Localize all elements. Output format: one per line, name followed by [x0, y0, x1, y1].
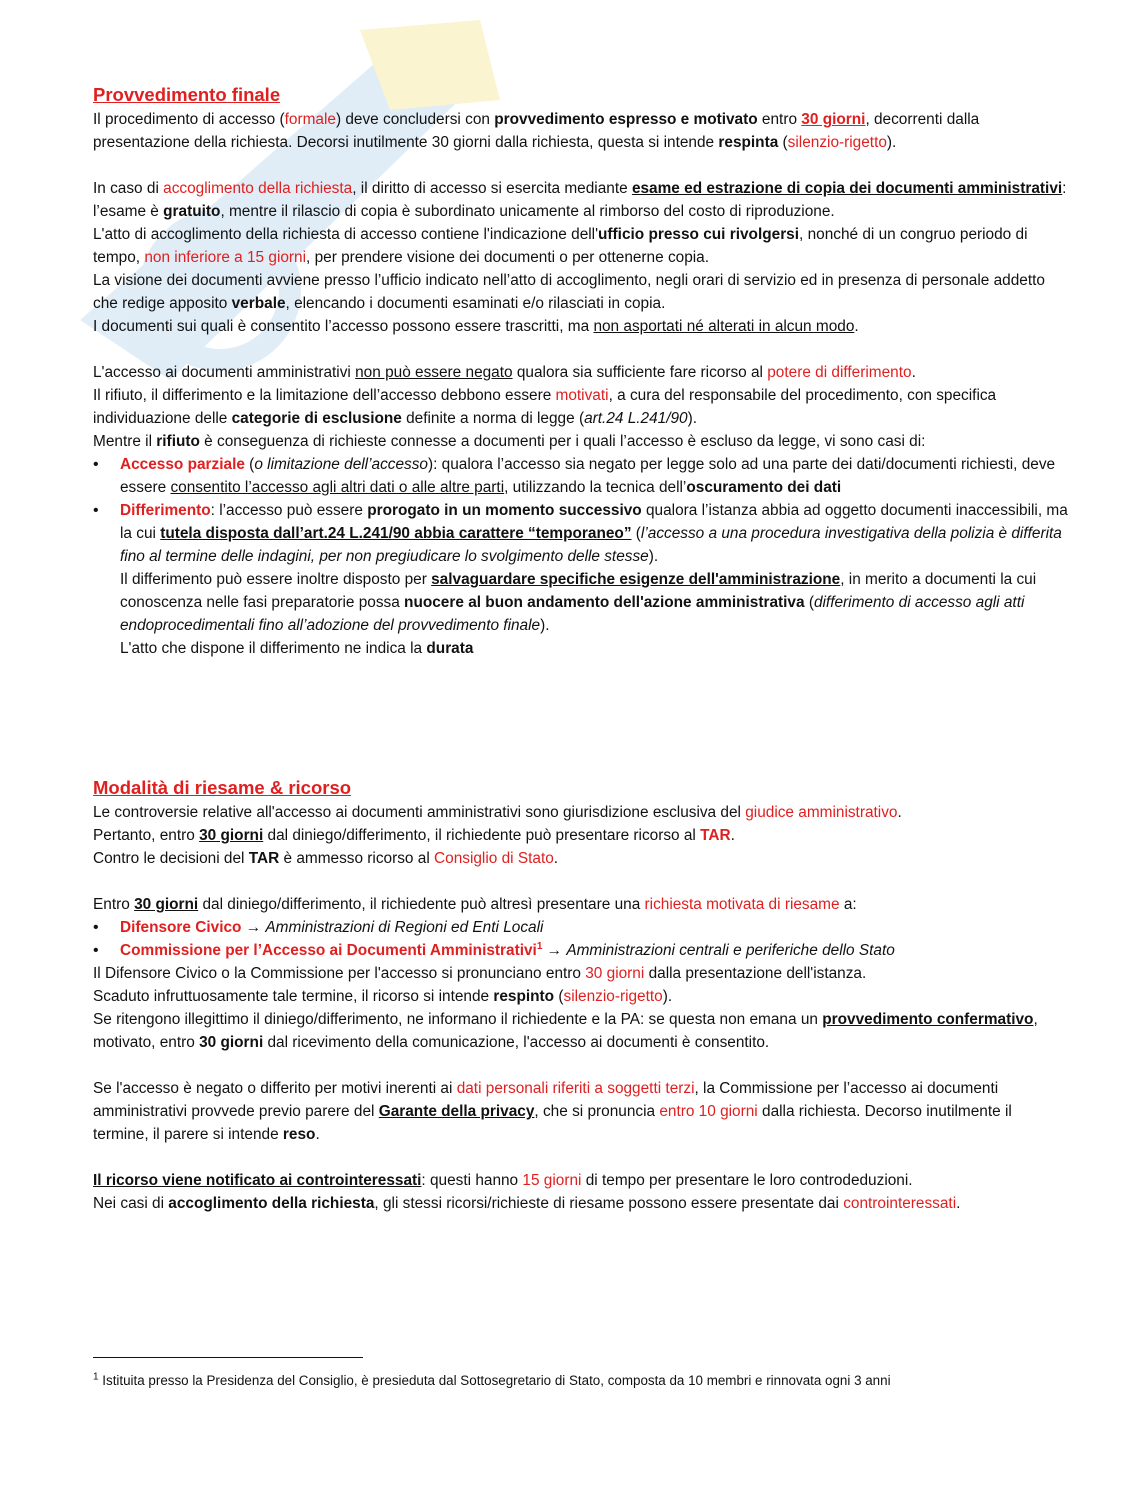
document-body — [93, 82, 1068, 1215]
paragraph: La visione dei documenti avviene presso l’ufficio indicato nell’atto di accoglimento, negli orari di servizio ed in presenza di personale addetto che redige apposito verbale, elencando i documenti esaminati e/o rilasciati in copia. — [93, 272, 1045, 312]
paragraph: Il ricorso viene notificato ai controinteressati: questi hanno 15 giorni di tempo per presentare le loro controdeduzioni. — [93, 1172, 913, 1189]
paragraph: Contro le decisioni del TAR è ammesso ricorso al Consiglio di Stato. — [93, 850, 559, 867]
section-title-provvedimento: Provvedimento finale — [93, 84, 281, 105]
paragraph: I documenti sui quali è consentito l’accesso possono essere trascritti, ma non asportati né alterati in alcun modo. — [93, 318, 859, 335]
section-title-riesame: Modalità di riesame & ricorso — [93, 777, 352, 798]
footnote-ref: 1 — [536, 940, 543, 952]
paragraph: Pertanto, entro 30 giorni dal diniego/differimento, il richiedente può presentare ricorso al TAR. — [93, 827, 735, 844]
paragraph: Scaduto infruttuosamente tale termine, il ricorso si intende respinto (silenzio-rigetto). — [93, 988, 673, 1005]
list-item: • Commissione per l’Accesso ai Documenti Amministrativi$^1$ → Amministrazioni centrali e periferiche dello Stato — [93, 939, 1068, 962]
paragraph: Le controversie relative all'accesso ai documenti amministrativi sono giurisdizione esclusiva del giudice amministrativo. — [93, 804, 902, 821]
paragraph: L'accesso ai documenti amministrativi non può essere negato qualora sia sufficiente fare ricorso al potere di differimento. — [93, 364, 916, 381]
list-item: • Differimento: l’accesso può essere prorogato in un momento successivo qualora l’istanza abbia ad oggetto documenti inaccessibili, ma la cui tutela disposta dall’art.24 L.241/90 abbia carattere “temporaneo” (l’accesso a una procedura investigativa della polizia è differita fino al termine delle indagini, per non pregiudicare lo svolgimento delle stesse). Il differimento può essere inoltre disposto per salvaguardare specifiche esigenze dell'amministrazione, in merito a documenti la cui conoscenza nelle fasi preparatorie possa nuocere al buon andamento dell'azione amministrativa (differimento di accesso agli atti endoprocedimentali fino all’adozione del provvedimento finale). L'atto che dispone il differimento ne indica la durata — [93, 499, 1068, 660]
paragraph: Il rifiuto, il differimento e la limitazione dell’accesso debbono essere motivati, a cura del responsabile del procedimento, con specifica individuazione delle categorie di esclusione definite a norma di legge (art.24 L.241/90). — [93, 387, 997, 427]
footnote: $^1$ Istituita presso la Presidenza del Consiglio, è presieduta dal Sottosegretario di Stato, composta da 10 membri e rinnovata ogni 3 anni — [93, 1371, 891, 1388]
paragraph: In caso di accoglimento della richiesta, il diritto di accesso si esercita mediante esame ed estrazione di copia dei documenti amministrativi: l’esame è gratuito, mentre il rilascio di copia è subordinato unicamente al rimborso del costo di riproduzione. — [93, 180, 1067, 220]
paragraph: Se ritengono illegittimo il diniego/differimento, ne informano il richiedente e la PA: se questa non emana un provvedimento confermativo, motivato, entro 30 giorni dal ricevimento della comunicazione, l'accesso ai documenti è consentito. — [93, 1011, 1038, 1051]
paragraph: Il Difensore Civico o la Commissione per l'accesso si pronunciano entro 30 giorni dalla presentazione dell'istanza. — [93, 965, 867, 982]
paragraph: Entro 30 giorni dal diniego/differimento, il richiedente può altresì presentare una richiesta motivata di riesame a: — [93, 896, 857, 913]
paragraph: Mentre il rifiuto è conseguenza di richieste connesse a documenti per i quali l’accesso è escluso da legge, vi sono casi di: — [93, 433, 926, 450]
paragraph: Se l'accesso è negato o differito per motivi inerenti ai dati personali riferiti a soggetti terzi, la Commissione per l’accesso ai documenti amministrativi provvede previo parere del Garante della privacy, che si pronuncia entro 10 giorni dalla richiesta. Decorso inutilmente il termine, il parere si intende reso. — [93, 1080, 1012, 1143]
bullet-list — [93, 916, 1068, 962]
paragraph: Nei casi di accoglimento della richiesta, gli stessi ricorsi/richieste di riesame possono essere presentate dai controinteressati. — [93, 1195, 961, 1212]
paragraph: L'atto di accoglimento della richiesta di accesso contiene l'indicazione dell'ufficio presso cui rivolgersi, nonché di un congruo periodo di tempo, non inferiore a 15 giorni, per prendere visione dei documenti o per ottenerne copia. — [93, 226, 1028, 266]
bullet-list — [93, 453, 1068, 660]
footnote-divider — [93, 1357, 363, 1358]
footnote-number: 1 — [93, 1371, 99, 1383]
list-item: • Accesso parziale (o limitazione dell’accesso): qualora l’accesso sia negato per legge solo ad una parte dei dati/documenti richiesti, deve essere consentito l’accesso agli altri dati o alle altre parti, utilizzando la tecnica dell’oscuramento dei dati — [93, 453, 1068, 499]
list-item: • Difensore Civico → Amministrazioni di Regioni ed Enti Locali — [93, 916, 1068, 939]
paragraph: Il procedimento di accesso (formale) deve concludersi con provvedimento espresso e motivato entro 30 giorni, decorrenti dalla presentazione della richiesta. Decorsi inutilmente 30 giorni dalla richiesta, questa si intende respinta (silenzio-rigetto). — [93, 111, 980, 151]
